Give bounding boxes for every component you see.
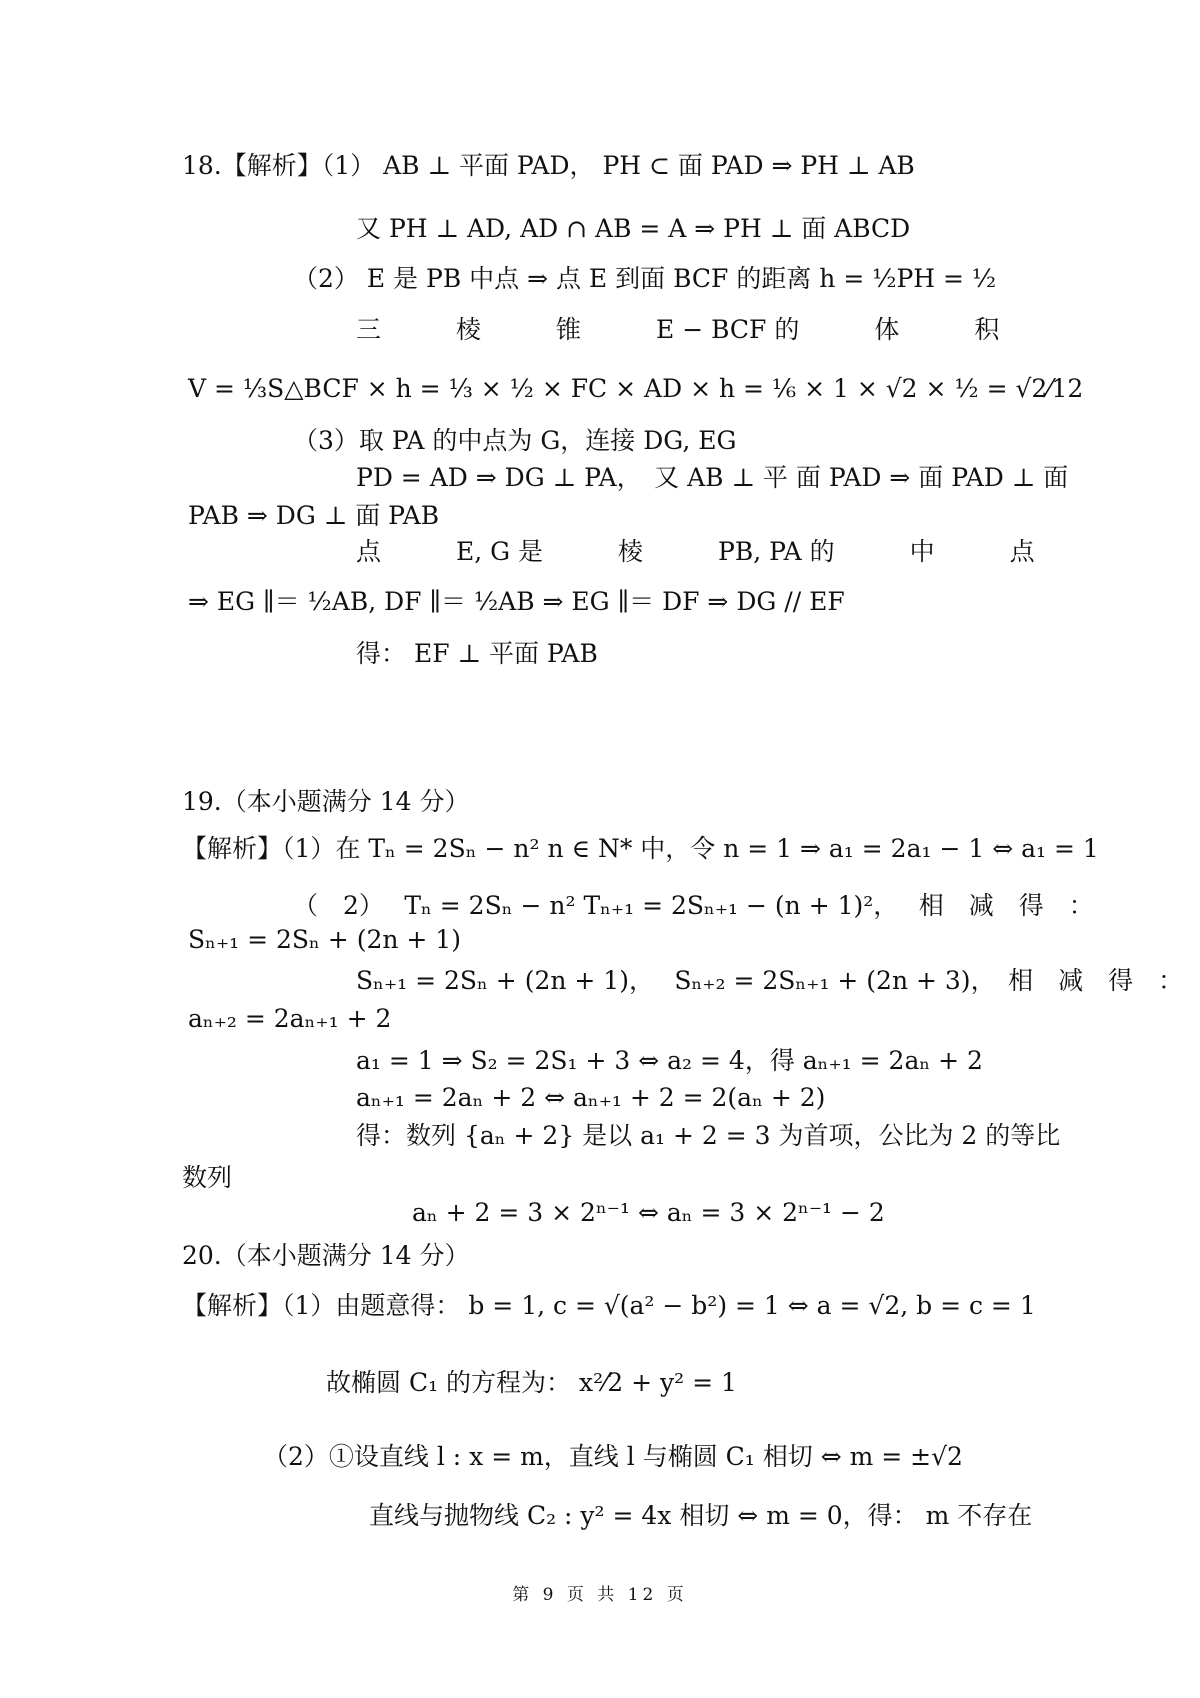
q19-line-10: aₙ + 2 = 3 × 2ⁿ⁻¹ ⇔ aₙ = 3 × 2ⁿ⁻¹ − 2 — [412, 1198, 885, 1227]
q18-line-8: PAB ⇒ DG ⊥ 面 PAB — [188, 501, 440, 530]
q20-line-3: （2）①设直线 l : x = m，直线 l 与椭圆 C₁ 相切 ⇔ m = ±√2 — [263, 1442, 963, 1471]
q18-line-4: 三 棱 锥 E − BCF 的 体 积 — [356, 315, 1000, 344]
q20-line-2: 故椭圆 C₁ 的方程为： x²⁄2 + y² = 1 — [326, 1368, 737, 1397]
q19-title: 19.（本小题满分 14 分） — [182, 787, 470, 816]
q18-line-2: 又 PH ⊥ AD, AD ∩ AB = A ⇒ PH ⊥ 面 ABCD — [356, 214, 911, 243]
q18-line-5: V = ⅓S△BCF × h = ⅓ × ½ × FC × AD × h = ⅙ × 1 × √2 × ½ = √2⁄12 — [188, 374, 1084, 403]
q18-line-6: （3）取 PA 的中点为 G，连接 DG, EG — [293, 426, 737, 455]
q19-line-4: Sₙ₊₁ = 2Sₙ + (2n + 1)， Sₙ₊₂ = 2Sₙ₊₁ + (2n + 3)， 相 减 得 ： — [356, 966, 1184, 995]
q18-line-10: ⇒ EG ∥＝ ½AB, DF ∥＝ ½AB ⇒ EG ∥＝ DF ⇒ DG // EF — [188, 587, 845, 616]
q19-line-5: aₙ₊₂ = 2aₙ₊₁ + 2 — [188, 1004, 392, 1033]
q18-line-7: PD = AD ⇒ DG ⊥ PA， 又 AB ⊥ 平 面 PAD ⇒ 面 PAD ⊥ 面 — [356, 463, 1069, 492]
q20-line-4: 直线与抛物线 C₂ : y² = 4x 相切 ⇔ m = 0，得： m 不存在 — [369, 1501, 1033, 1530]
q18-line-3: （2） E 是 PB 中点 ⇒ 点 E 到面 BCF 的距离 h = ½PH = ½ — [293, 264, 997, 293]
q19-line-1: 【解析】（1）在 Tₙ = 2Sₙ − n² n ∈ N* 中，令 n = 1 ⇒ a₁ = 2a₁ − 1 ⇔ a₁ = 1 — [182, 834, 1099, 863]
q19-line-6: a₁ = 1 ⇒ S₂ = 2S₁ + 3 ⇔ a₂ = 4，得 aₙ₊₁ = 2aₙ + 2 — [356, 1046, 983, 1075]
q18-line-1: 18.【解析】（1） AB ⊥ 平面 PAD， PH ⊂ 面 PAD ⇒ PH ⊥ AB — [182, 151, 915, 180]
q19-line-8: 得：数列 {aₙ + 2} 是以 a₁ + 2 = 3 为首项，公比为 2 的等比 — [356, 1121, 1061, 1150]
q18-line-11: 得： EF ⊥ 平面 PAB — [356, 639, 598, 668]
q19-line-7: aₙ₊₁ = 2aₙ + 2 ⇔ aₙ₊₁ + 2 = 2(aₙ + 2) — [356, 1083, 826, 1112]
q20-title: 20.（本小题满分 14 分） — [182, 1241, 470, 1270]
q18-line-9: 点 E, G 是 棱 PB, PA 的 中 点 — [356, 537, 1035, 566]
q20-line-1: 【解析】（1）由题意得： b = 1, c = √(a² − b²) = 1 ⇔ a = √2, b = c = 1 — [182, 1291, 1036, 1320]
q19-line-2: （ 2） Tₙ = 2Sₙ − n² Tₙ₊₁ = 2Sₙ₊₁ − (n + 1)²， 相 减 得 ： — [293, 891, 1094, 920]
q19-line-9: 数列 — [182, 1163, 233, 1192]
page-footer: 第 9 页 共 12 页 — [512, 1585, 688, 1605]
q19-line-3: Sₙ₊₁ = 2Sₙ + (2n + 1) — [188, 925, 461, 954]
